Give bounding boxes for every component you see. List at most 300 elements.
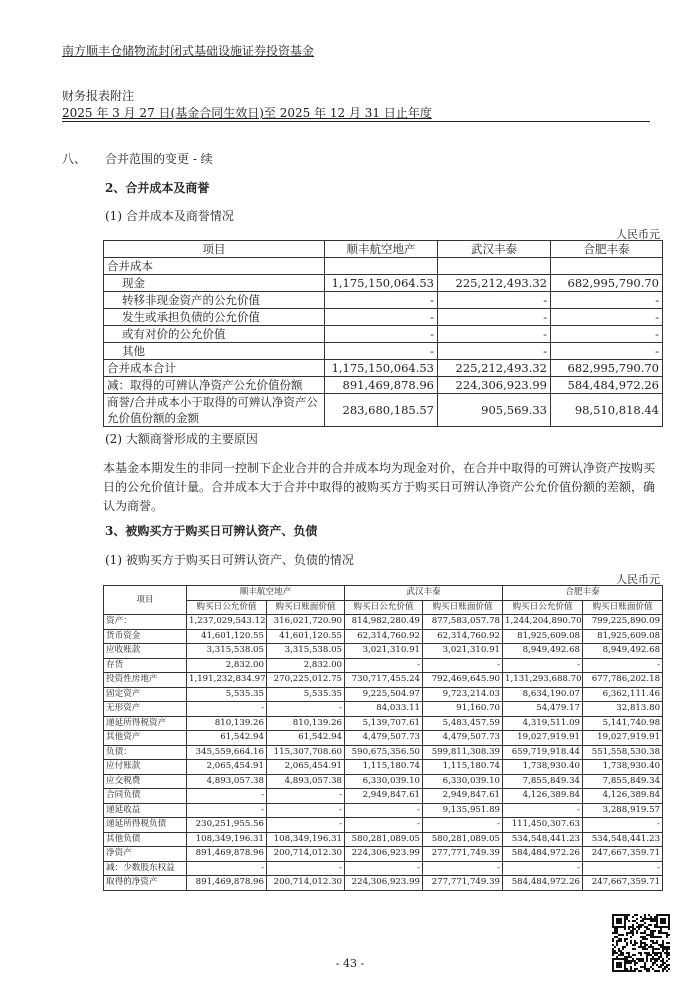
qr-module: [636, 930, 638, 932]
qr-module: [614, 928, 616, 930]
qr-module: [628, 970, 630, 972]
qr-module: [628, 952, 630, 954]
table-header-row: [104, 586, 663, 601]
table-row: [104, 275, 663, 292]
qr-module: [650, 918, 652, 920]
cell-value: 8,949,492.68: [503, 644, 583, 659]
cell-value: 84,033.11: [345, 702, 423, 717]
qr-module: [640, 926, 642, 928]
qr-module: [640, 940, 642, 942]
qr-module: [666, 952, 668, 954]
cell-value: 810,139.26: [267, 716, 345, 731]
qr-module: [642, 918, 644, 920]
qr-module: [650, 946, 652, 948]
qr-module: [616, 944, 618, 946]
qr-module: [652, 950, 654, 952]
cell-value: -: [551, 343, 663, 360]
cell-value: 61,542.94: [267, 731, 345, 746]
qr-module: [634, 954, 636, 956]
column-header: 购买日账面价值: [423, 600, 503, 615]
section-title: 合并范围的变更 - 续: [105, 152, 213, 166]
qr-module: [630, 936, 632, 938]
qr-module: [646, 944, 648, 946]
qr-module: [620, 934, 622, 936]
qr-module: [636, 926, 638, 928]
cell-value: 1,738,930.40: [503, 760, 583, 775]
cell-value: 41,601,120.55: [187, 629, 267, 644]
cell-value: 61,542.94: [187, 731, 267, 746]
qr-module: [640, 924, 642, 926]
qr-module: [640, 942, 642, 944]
cell-value: -: [503, 861, 583, 876]
cell-value: 224,306,923.99: [438, 377, 551, 394]
cell-value: 730,717,455.24: [345, 673, 423, 688]
table-row: [104, 789, 663, 804]
cell-value: -: [583, 818, 663, 833]
qr-module: [618, 938, 620, 940]
doc-title: 财务报表附注: [62, 89, 135, 103]
cell-value: 580,281,089.05: [423, 832, 503, 847]
qr-module: [612, 954, 614, 956]
qr-module: [662, 948, 664, 950]
qr-module: [650, 916, 652, 918]
row-label: 货币资金: [104, 629, 187, 644]
cell-value: 98,510,818.44: [551, 394, 663, 427]
qr-module: [650, 944, 652, 946]
cell-value: -: [438, 326, 551, 343]
cell-value: 599,811,308.39: [423, 745, 503, 760]
cell-value: 6,330,039.10: [345, 774, 423, 789]
qr-module: [666, 948, 668, 950]
qr-module: [664, 932, 666, 934]
cell-value: 2,065,454.91: [187, 760, 267, 775]
qr-module: [652, 936, 654, 938]
fund-name: 南方顺丰仓储物流封闭式基础设施证券投资基金: [62, 44, 315, 58]
row-label: 投资性房地产: [104, 673, 187, 688]
qr-module: [654, 926, 656, 928]
qr-module: [626, 970, 628, 972]
cell-value: 2,832.00: [267, 658, 345, 673]
cell-value: -: [267, 702, 345, 717]
qr-module: [630, 970, 632, 972]
qr-module: [654, 918, 656, 920]
qr-module: [636, 922, 638, 924]
table-row: [104, 774, 663, 789]
qr-module: [658, 948, 660, 950]
cell-value: -: [267, 789, 345, 804]
table-row: [104, 377, 663, 394]
qr-module: [626, 942, 628, 944]
cell-value: 1,175,150,064.53: [325, 275, 438, 292]
cell-value: 19,027,919.91: [583, 731, 663, 746]
qr-module: [654, 930, 656, 932]
qr-module: [634, 942, 636, 944]
qr-module: [652, 948, 654, 950]
cell-value: 534,548,441.23: [503, 832, 583, 847]
table-row: [104, 861, 663, 876]
qr-module: [652, 930, 654, 932]
qr-module: [666, 936, 668, 938]
qr-module: [648, 954, 650, 956]
qr-module: [652, 932, 654, 934]
qr-module: [616, 940, 618, 942]
qr-module: [648, 970, 650, 972]
cell-value: -: [503, 803, 583, 818]
cell-value: 2,065,454.91: [267, 760, 345, 775]
qr-module: [656, 942, 658, 944]
qr-module: [628, 932, 630, 934]
qr-module: [658, 930, 660, 932]
cell-value: 270,225,012.75: [267, 673, 345, 688]
qr-module: [628, 920, 630, 922]
column-header: 顺丰航空地产: [325, 241, 438, 258]
qr-module: [668, 934, 670, 936]
qr-module: [646, 952, 648, 954]
cell-value: 345,559,664.16: [187, 745, 267, 760]
cell-value: -: [551, 326, 663, 343]
qr-module: [618, 950, 620, 952]
cell-value: 62,314,760.92: [423, 629, 503, 644]
qr-module: [640, 936, 642, 938]
qr-module: [660, 954, 662, 956]
qr-module: [648, 914, 650, 916]
cell-value: 4,893,057.38: [187, 774, 267, 789]
qr-module: [644, 932, 646, 934]
qr-module: [642, 920, 644, 922]
qr-module: [666, 942, 668, 944]
column-header: 购买日公允价值: [345, 600, 423, 615]
cell-value: 814,982,280.49: [345, 615, 423, 630]
cell-value: 41,601,120.55: [267, 629, 345, 644]
qr-module: [634, 928, 636, 930]
qr-module: [638, 928, 640, 930]
cell-value: 4,893,057.38: [267, 774, 345, 789]
row-label: 资产：: [104, 615, 187, 630]
qr-module: [634, 914, 636, 916]
row-label: 取得的净资产: [104, 876, 187, 891]
qr-module: [612, 944, 614, 946]
qr-module: [630, 930, 632, 932]
qr-module: [620, 940, 622, 942]
table-row: [104, 702, 663, 717]
row-label: 其他: [104, 343, 325, 360]
section-number: 八、: [62, 152, 87, 166]
cell-value: 1,738,930.40: [583, 760, 663, 775]
qr-module: [612, 940, 614, 942]
qr-module: [616, 918, 622, 924]
row-label: 商誉/合并成本小于取得的可辨认净资产公允价值份额的金额: [104, 394, 325, 427]
cell-value: 277,771,749.39: [423, 847, 503, 862]
qr-module: [642, 932, 644, 934]
qr-module: [640, 920, 642, 922]
sub2-title: 2、合并成本及商誉: [105, 181, 210, 195]
cell-value: 810,139.26: [187, 716, 267, 731]
qr-module: [622, 952, 624, 954]
table-row: [104, 847, 663, 862]
row-label: 固定资产: [104, 687, 187, 702]
qr-module: [616, 936, 618, 938]
qr-module: [658, 944, 660, 946]
cell-value: -: [325, 309, 438, 326]
qr-module: [614, 930, 616, 932]
row-label: 递延所得税资产: [104, 716, 187, 731]
cell-value: -: [187, 702, 267, 717]
cell-value: 62,314,760.92: [345, 629, 423, 644]
table-row: [104, 818, 663, 833]
cell-value: 551,558,530.38: [583, 745, 663, 760]
qr-module: [656, 936, 658, 938]
cell-value: 225,212,493.32: [438, 275, 551, 292]
qr-module: [660, 928, 662, 930]
qr-module: [632, 920, 634, 922]
qr-module: [636, 918, 638, 920]
cell-value: 580,281,089.05: [345, 832, 423, 847]
qr-module: [638, 924, 640, 926]
qr-module: [622, 934, 624, 936]
qr-module: [652, 942, 654, 944]
qr-module: [642, 936, 644, 938]
qr-module: [636, 942, 638, 944]
cell-value: 534,548,441.23: [583, 832, 663, 847]
qr-module: [618, 940, 620, 942]
qr-module: [666, 946, 668, 948]
row-label: 负债：: [104, 745, 187, 760]
qr-module: [666, 932, 668, 934]
qr-module: [630, 932, 632, 934]
qr-module: [612, 948, 614, 950]
qr-module: [628, 914, 630, 916]
qr-module: [650, 936, 652, 938]
cell-value: 891,469,878.96: [187, 847, 267, 862]
cell-value: -: [583, 658, 663, 673]
row-label: 应收账款: [104, 644, 187, 659]
table-row: [104, 258, 663, 275]
qr-module: [668, 948, 670, 950]
qr-module: [624, 928, 626, 930]
cell-value: 247,667,359.71: [583, 847, 663, 862]
qr-module: [648, 918, 650, 920]
qr-module: [662, 932, 664, 934]
table-subheader-row: [104, 600, 663, 615]
cell-value: [438, 258, 551, 275]
qr-module: [616, 930, 618, 932]
cell-value: -: [438, 292, 551, 309]
qr-module: [620, 954, 622, 956]
qr-module: [632, 930, 634, 932]
cell-value: -: [551, 309, 663, 326]
qr-module: [654, 936, 656, 938]
qr-module: [656, 948, 658, 950]
cell-value: -: [423, 818, 503, 833]
qr-module: [668, 952, 670, 954]
qr-module: [626, 952, 628, 954]
row-label: 递延收益: [104, 803, 187, 818]
page-number: - 43 -: [335, 957, 365, 970]
cell-value: 584,484,972.26: [503, 876, 583, 891]
cell-value: -: [503, 658, 583, 673]
row-label: 合并成本: [104, 258, 325, 275]
cell-value: 792,469,645.90: [423, 673, 503, 688]
cell-value: 891,469,878.96: [325, 377, 438, 394]
qr-module: [626, 944, 628, 946]
cell-value: 3,315,538.05: [267, 644, 345, 659]
cell-value: 4,126,389.84: [503, 789, 583, 804]
cell-value: 677,786,202.18: [583, 673, 663, 688]
table-row: [104, 343, 663, 360]
cell-value: 5,483,457.59: [423, 716, 503, 731]
table-row: [104, 803, 663, 818]
cell-value: -: [325, 292, 438, 309]
qr-module: [646, 934, 648, 936]
cell-value: 115,307,708.60: [267, 745, 345, 760]
qr-module: [646, 948, 648, 950]
cell-value: 799,225,890.09: [583, 615, 663, 630]
table-row: [104, 745, 663, 760]
cell-value: 5,139,707.61: [345, 716, 423, 731]
table-row: [104, 326, 663, 343]
qr-module: [638, 946, 640, 948]
cell-value: 590,675,356.50: [345, 745, 423, 760]
cell-value: 1,191,232,834.97: [187, 673, 267, 688]
cell-value: -: [325, 326, 438, 343]
cell-value: 9,135,951.89: [423, 803, 503, 818]
cell-value: 3,288,919.57: [583, 803, 663, 818]
cell-value: 891,469,878.96: [187, 876, 267, 891]
sub2-item2: (2) 大额商誉形成的主要原因: [105, 432, 258, 446]
cell-value: 32,813.80: [583, 702, 663, 717]
cell-value: 283,680,185.57: [325, 394, 438, 427]
qr-module: [624, 946, 626, 948]
qr-module: [660, 944, 662, 946]
qr-module: [618, 934, 620, 936]
cell-value: 1,175,150,064.53: [325, 360, 438, 377]
qr-module: [650, 932, 652, 934]
qr-module: [644, 914, 646, 916]
goodwill-paragraph: 本基金本期发生的非同一控制下企业合并的合并成本均为现金对价，在合并中取得的可辨认净资产按购买日的公允价值计量。合并成本大于合并中取得的被购买方于购买日可辨认净资产公允价值份额的差额，确认为商誉。: [103, 461, 656, 513]
cell-value: 4,479,507.73: [423, 731, 503, 746]
cell-value: 3,021,310.91: [423, 644, 503, 659]
goodwill-table: [103, 240, 663, 427]
qr-module: [660, 936, 662, 938]
cell-value: -: [345, 861, 423, 876]
qr-module: [612, 950, 614, 952]
sub3-title: 3、被购买方于购买日可辨认资产、负债: [105, 524, 318, 538]
qr-module: [622, 954, 624, 956]
qr-module: [644, 938, 646, 940]
cell-value: 682,995,790.70: [551, 360, 663, 377]
qr-module: [632, 926, 634, 928]
qr-module: [648, 928, 650, 930]
qr-module: [660, 946, 662, 948]
qr-module: [632, 954, 634, 956]
table-row: [104, 731, 663, 746]
cell-value: -: [187, 861, 267, 876]
qr-module: [640, 952, 642, 954]
qr-module: [620, 952, 622, 954]
table-row: [104, 615, 663, 630]
qr-module: [616, 942, 618, 944]
column-header: 购买日账面价值: [583, 600, 663, 615]
currency-unit: 人民币元: [616, 573, 660, 586]
qr-module: [652, 946, 654, 948]
row-label: 应交税费: [104, 774, 187, 789]
qr-module: [636, 914, 638, 916]
qr-module: [640, 944, 642, 946]
qr-module: [648, 924, 650, 926]
qr-module: [650, 924, 652, 926]
qr-module: [662, 942, 664, 944]
qr-module: [650, 940, 652, 942]
qr-module: [618, 948, 620, 950]
row-label: 现金: [104, 275, 325, 292]
qr-module: [646, 918, 648, 920]
qr-module: [662, 940, 664, 942]
identifiable-assets-table: [103, 585, 663, 891]
qr-module: [630, 942, 632, 944]
qr-module: [644, 944, 646, 946]
qr-module: [662, 944, 664, 946]
qr-module: [662, 970, 664, 972]
qr-module: [650, 920, 652, 922]
qr-module: [646, 938, 648, 940]
qr-module: [646, 954, 648, 956]
cell-value: 4,126,389.84: [583, 789, 663, 804]
cell-value: 225,212,493.32: [438, 360, 551, 377]
cell-value: 5,141,740.98: [583, 716, 663, 731]
qr-module: [628, 926, 630, 928]
cell-value: 3,021,310.91: [345, 644, 423, 659]
qr-module: [634, 940, 636, 942]
cell-value: 659,719,918.44: [503, 745, 583, 760]
row-label: 发生或承担负债的公允价值: [104, 309, 325, 326]
qr-module: [634, 948, 636, 950]
qr-module: [628, 954, 630, 956]
qr-module: [624, 938, 626, 940]
cell-value: 9,225,504.97: [345, 687, 423, 702]
qr-module: [632, 970, 634, 972]
qr-module: [616, 952, 618, 954]
table-row: [104, 658, 663, 673]
qr-module: [620, 938, 622, 940]
row-label: 转移非现金资产的公允价值: [104, 292, 325, 309]
qr-module: [660, 932, 662, 934]
row-label: 递延所得税负债: [104, 818, 187, 833]
row-label: 合同负债: [104, 789, 187, 804]
cell-value: 19,027,919.91: [503, 731, 583, 746]
cell-value: -: [438, 309, 551, 326]
qr-module: [634, 920, 636, 922]
cell-value: -: [187, 803, 267, 818]
cell-value: -: [267, 818, 345, 833]
qr-module: [644, 926, 646, 928]
cell-value: 224,306,923.99: [345, 876, 423, 891]
cell-value: -: [423, 658, 503, 673]
row-label: 合并成本合计: [104, 360, 325, 377]
cell-value: [551, 258, 663, 275]
qr-module: [666, 950, 668, 952]
qr-module: [668, 946, 670, 948]
table-row: [104, 876, 663, 891]
cell-value: 6,330,039.10: [423, 774, 503, 789]
qr-module: [636, 932, 638, 934]
cell-value: 9,723,214.03: [423, 687, 503, 702]
row-label: 减：少数股东权益: [104, 861, 187, 876]
qr-module: [644, 946, 646, 948]
row-label: 净资产: [104, 847, 187, 862]
cell-value: 1,244,204,890.70: [503, 615, 583, 630]
table-row: [104, 644, 663, 659]
qr-module: [612, 952, 614, 954]
